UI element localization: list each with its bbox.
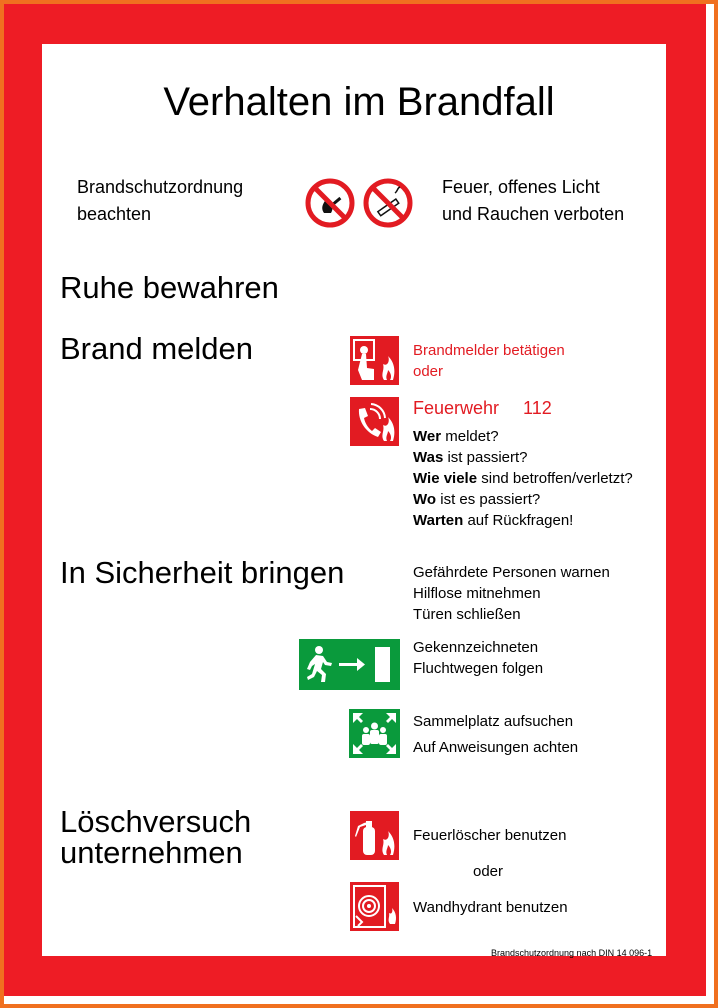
intro-left-text — [77, 174, 243, 228]
assembly-line2: Auf Anweisungen achten — [413, 739, 579, 756]
sicherheit-line: Gefährdete Personen warnen — [413, 564, 610, 581]
question-item — [413, 489, 633, 510]
question-keyword: Was — [413, 449, 444, 466]
heading-sicherheit: In Sicherheit bringen — [60, 555, 345, 590]
fire-hose-icon — [350, 882, 399, 931]
question-text: ist passiert? — [443, 449, 528, 466]
or-text: oder — [473, 863, 504, 880]
intro-right-line1: Feuer, offenes Licht — [442, 177, 600, 197]
phone-line — [413, 398, 552, 419]
intro-left-line1: Brandschutzordnung — [77, 177, 244, 197]
question-item — [413, 426, 633, 447]
intro-left-line2: beachten — [77, 204, 152, 224]
heading-brand-melden: Brand melden — [60, 331, 254, 366]
question-keyword: Wie viele — [413, 470, 478, 487]
heading-loeschversuch — [60, 806, 251, 868]
question-keyword: Wer — [413, 428, 442, 445]
question-keyword: Wo — [413, 491, 437, 508]
phone-label: Feuerwehr — [413, 398, 500, 418]
footer-note: Brandschutzordnung nach DIN 14 096-1 — [491, 948, 653, 958]
intro-right-text — [442, 174, 624, 228]
escape-route-icon — [299, 639, 400, 690]
heading-loesch-line2: unternehmen — [60, 835, 243, 870]
fire-extinguisher-icon — [350, 811, 399, 860]
escape-line1: Gekennzeichneten — [413, 639, 539, 656]
question-keyword: Warten — [413, 512, 464, 529]
sicherheit-lines — [413, 562, 610, 625]
alarm-text — [413, 340, 565, 382]
intro-right-line2: und Rauchen verboten — [442, 204, 625, 224]
alarm-line1: Brandmelder betätigen — [413, 342, 565, 359]
fire-alarm-button-icon — [350, 336, 399, 385]
hydrant-text: Wandhydrant benutzen — [413, 899, 568, 916]
question-text: sind betroffen/verletzt? — [477, 470, 633, 487]
assembly-text — [413, 709, 578, 761]
extinguisher-text: Feuerlöscher benutzen — [413, 827, 567, 844]
no-smoking-icon — [362, 177, 414, 229]
assembly-line1: Sammelplatz aufsuchen — [413, 713, 574, 730]
questions-list — [413, 426, 633, 531]
page-title: Verhalten im Brandfall — [163, 80, 555, 124]
no-open-flame-icon — [304, 177, 356, 229]
sicherheit-line: Hilflose mitnehmen — [413, 585, 541, 602]
question-text: ist es passiert? — [436, 491, 541, 508]
question-text: meldet? — [441, 428, 499, 445]
escape-line2: Fluchtwegen folgen — [413, 660, 544, 677]
question-item — [413, 468, 633, 489]
question-item — [413, 447, 633, 468]
assembly-point-icon — [349, 709, 400, 758]
heading-loesch-line1: Löschversuch — [60, 804, 252, 839]
fire-phone-icon — [350, 397, 399, 446]
question-text: auf Rückfragen! — [463, 512, 574, 529]
phone-number: 112 — [523, 398, 552, 418]
question-item — [413, 510, 633, 531]
sicherheit-line: Türen schließen — [413, 606, 521, 623]
heading-ruhe: Ruhe bewahren — [60, 270, 279, 305]
escape-text — [413, 637, 543, 679]
alarm-line2: oder — [413, 363, 444, 380]
